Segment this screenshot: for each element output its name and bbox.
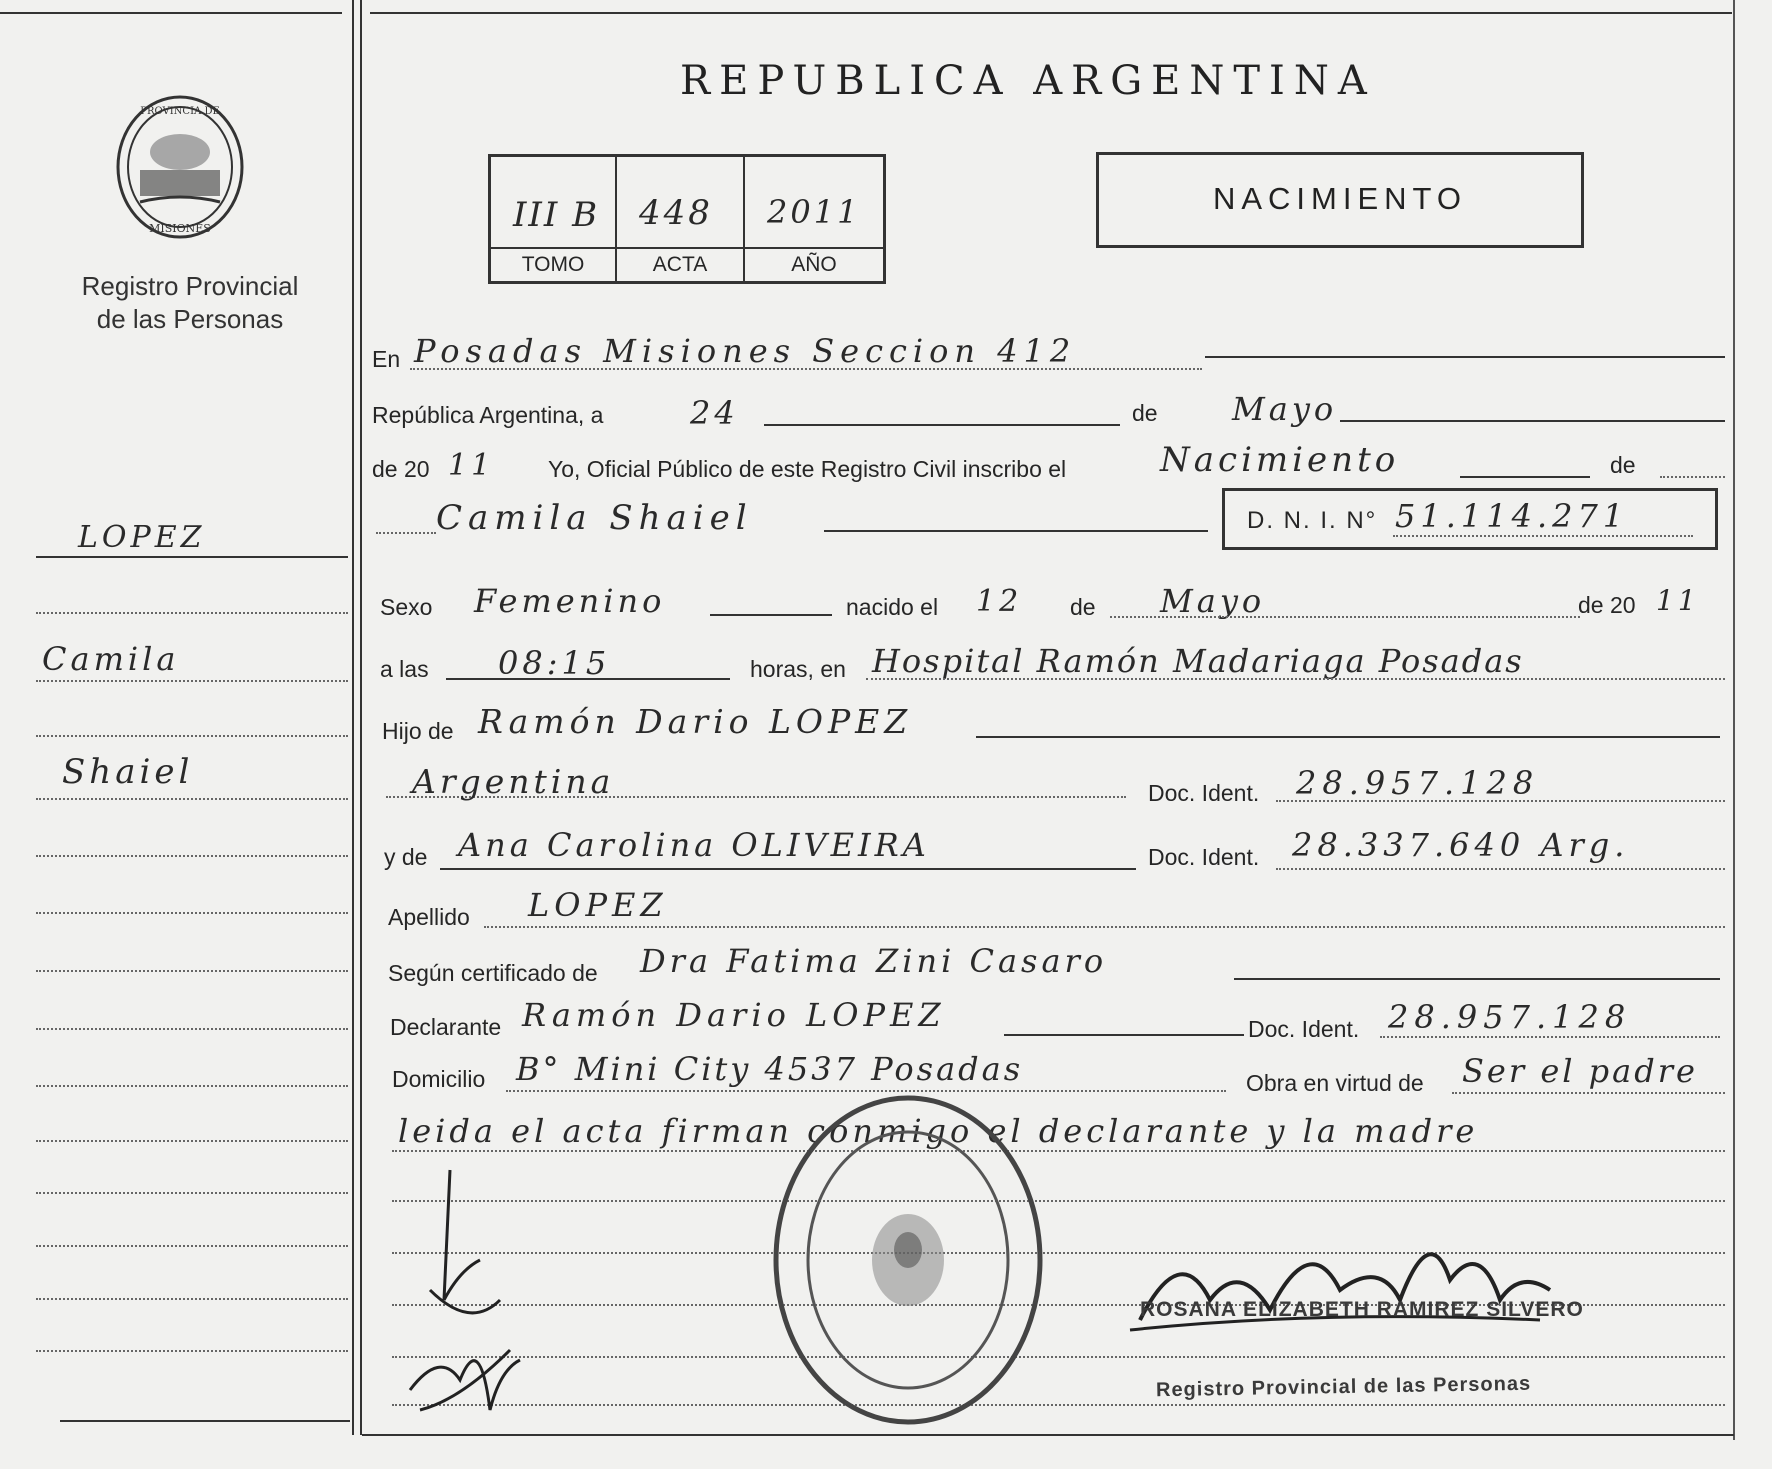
sidebar-dotted-4 bbox=[36, 912, 348, 914]
apellido-value: LOPEZ bbox=[528, 886, 668, 924]
mother-name-value: Ana Carolina OLIVEIRA bbox=[458, 826, 930, 864]
doc-label-2: Doc. Ident. bbox=[1148, 844, 1260, 870]
right-border bbox=[1733, 0, 1735, 1440]
bottom-rule-left bbox=[60, 1420, 350, 1422]
registry-name-line2: de las Personas bbox=[96, 304, 284, 334]
declarante-rule bbox=[1004, 1034, 1244, 1036]
sidebar-dotted-7 bbox=[36, 1085, 348, 1087]
province-seal-emblem bbox=[110, 92, 250, 242]
apellido-dots bbox=[484, 926, 1725, 928]
anio-label: AÑO bbox=[791, 253, 837, 276]
doc-label: Doc. Ident. bbox=[1148, 780, 1260, 806]
sidebar-surname-rule bbox=[36, 556, 348, 558]
obra-dots bbox=[1452, 1092, 1725, 1094]
act-kind-value: Nacimiento bbox=[1160, 440, 1400, 480]
de20-label: de 20 bbox=[372, 456, 430, 482]
birth-time-rule bbox=[446, 678, 730, 680]
obra-value: Ser el padre bbox=[1462, 1052, 1698, 1090]
place-value: Posadas Misiones Seccion 412 bbox=[414, 332, 1077, 370]
horas-label: horas, en bbox=[750, 656, 846, 682]
en-label: En bbox=[372, 346, 401, 372]
alas-label: a las bbox=[380, 656, 429, 682]
left-column-divider-2 bbox=[360, 0, 362, 1435]
de-label-3: de bbox=[1070, 594, 1096, 620]
month-value: Mayo bbox=[1232, 390, 1338, 428]
month-rule bbox=[1340, 420, 1725, 422]
birth-place-dots bbox=[866, 678, 1725, 680]
sidebar-dotted-2 bbox=[36, 735, 348, 737]
svg-text:PROVINCIA DE: PROVINCIA DE bbox=[140, 106, 220, 117]
year-suffix: 11 bbox=[448, 448, 495, 483]
republica-label: República Argentina, a bbox=[372, 402, 604, 428]
sidebar-first-name-rule bbox=[36, 680, 348, 682]
mother-name-rule bbox=[440, 868, 1136, 870]
sidebar-dotted-6 bbox=[36, 1028, 348, 1030]
sidebar-second-name: Shaiel bbox=[62, 752, 194, 792]
sexo-value: Femenino bbox=[474, 582, 666, 620]
doc-label-3: Doc. Ident. bbox=[1248, 1016, 1360, 1042]
birth-place-value: Hospital Ramón Madariaga Posadas bbox=[872, 642, 1524, 680]
acta-label: ACTA bbox=[652, 253, 708, 276]
svg-text:MISIONES: MISIONES bbox=[149, 222, 211, 235]
sidebar-first-name: Camila bbox=[42, 640, 180, 678]
dni-box bbox=[1222, 488, 1718, 550]
sidebar-dotted-11 bbox=[36, 1298, 348, 1300]
record-box-divider-h bbox=[491, 247, 883, 249]
dni-label: D. N. I. N° bbox=[1247, 507, 1378, 534]
record-type: NACIMIENTO bbox=[1212, 181, 1468, 216]
father-nationality-value: Argentina bbox=[412, 762, 615, 801]
left-column-divider-1 bbox=[352, 0, 354, 1435]
country-title: REPUBLICA ARGENTINA bbox=[680, 58, 1376, 104]
sidebar-second-name-rule bbox=[36, 798, 348, 800]
birth-year-suffix: 11 bbox=[1656, 584, 1700, 617]
registry-name bbox=[40, 270, 340, 336]
father-name-value: Ramón Dario LOPEZ bbox=[478, 702, 913, 741]
anio-value: 2011 bbox=[767, 193, 861, 231]
bottom-rule-right bbox=[362, 1434, 1734, 1436]
father-doc-dots bbox=[1276, 800, 1725, 802]
signature-dotted-4 bbox=[392, 1356, 1725, 1358]
child-name-rule bbox=[824, 530, 1208, 532]
father-doc-value: 28.957.128 bbox=[1296, 764, 1540, 802]
birth-month-dots bbox=[1110, 616, 1580, 618]
place-rule bbox=[1205, 356, 1725, 358]
declarante-doc-value: 28.957.128 bbox=[1388, 998, 1632, 1036]
sexo-rule bbox=[710, 614, 832, 616]
nacido-label: nacido el bbox=[846, 594, 939, 620]
closing-text: leida el acta firman conmigo el declarante y la madre bbox=[398, 1112, 1479, 1150]
sidebar-dotted-1 bbox=[36, 612, 348, 614]
registry-name-line1: Registro Provincial bbox=[81, 271, 299, 301]
dni-dots bbox=[1393, 535, 1693, 537]
dni-value: 51.114.271 bbox=[1395, 497, 1629, 535]
hijo-label: Hijo de bbox=[382, 718, 454, 744]
sidebar-dotted-3 bbox=[36, 855, 348, 857]
signature-dotted-5 bbox=[392, 1404, 1725, 1406]
child-name-value: Camila Shaiel bbox=[436, 498, 753, 538]
segun-label: Según certificado de bbox=[388, 960, 598, 986]
place-dots bbox=[410, 368, 1202, 370]
record-type-box bbox=[1096, 152, 1584, 248]
record-box bbox=[488, 154, 886, 284]
yo-label: Yo, Oficial Público de este Registro Civil inscribo el bbox=[548, 456, 1067, 482]
sidebar-dotted-9 bbox=[36, 1192, 348, 1194]
declarante-label: Declarante bbox=[390, 1014, 502, 1040]
official-name-stamp: ROSANA ELIZABETH RAMIREZ SILVERO bbox=[1140, 1298, 1584, 1321]
day-rule bbox=[764, 424, 1120, 426]
sexo-label: Sexo bbox=[380, 594, 433, 620]
tomo-value: III B bbox=[513, 195, 600, 235]
de-label-2: de bbox=[1610, 452, 1636, 478]
domicilio-label: Domicilio bbox=[392, 1066, 486, 1092]
child-name-dots bbox=[376, 532, 436, 534]
closing-dots bbox=[392, 1150, 1725, 1152]
birth-month-value: Mayo bbox=[1160, 582, 1266, 620]
day-value: 24 bbox=[690, 394, 739, 432]
de-label: de bbox=[1132, 400, 1158, 426]
province-seal bbox=[110, 92, 250, 242]
act-kind-rule bbox=[1460, 476, 1590, 478]
domicilio-value: B° Mini City 4537 Posadas bbox=[516, 1050, 1024, 1088]
mother-doc-value: 28.337.640 Arg. bbox=[1292, 826, 1630, 864]
official-signature bbox=[1120, 1200, 1560, 1350]
tomo-label: TOMO bbox=[521, 253, 585, 276]
sidebar-dotted-5 bbox=[36, 970, 348, 972]
de-label-2-dots bbox=[1660, 476, 1725, 478]
declarante-value: Ramón Dario LOPEZ bbox=[522, 996, 946, 1034]
father-name-rule bbox=[976, 736, 1720, 738]
birth-day-value: 12 bbox=[976, 584, 1023, 619]
apellido-label: Apellido bbox=[388, 904, 470, 930]
sidebar-surname: LOPEZ bbox=[78, 520, 206, 555]
certificate-by-value: Dra Fatima Zini Casaro bbox=[640, 942, 1108, 980]
yde-label: y de bbox=[384, 844, 428, 870]
obra-label: Obra en virtud de bbox=[1246, 1070, 1424, 1096]
sidebar-dotted-8 bbox=[36, 1140, 348, 1142]
mother-doc-dots bbox=[1276, 868, 1725, 870]
sidebar-dotted-12 bbox=[36, 1350, 348, 1352]
de20-label-2: de 20 bbox=[1578, 592, 1636, 618]
birth-time-value: 08:15 bbox=[498, 644, 611, 682]
sidebar-dotted-10 bbox=[36, 1245, 348, 1247]
round-registry-stamp bbox=[768, 1090, 1048, 1430]
official-registry-stamp: Registro Provincial de las Personas bbox=[1155, 1372, 1532, 1402]
top-rule-right bbox=[370, 12, 1732, 14]
top-rule-left bbox=[0, 12, 342, 14]
declarante-doc-dots bbox=[1380, 1036, 1720, 1038]
certificate-rule bbox=[1234, 978, 1720, 980]
declarant-signatures bbox=[400, 1150, 550, 1420]
acta-value: 448 bbox=[639, 193, 713, 233]
